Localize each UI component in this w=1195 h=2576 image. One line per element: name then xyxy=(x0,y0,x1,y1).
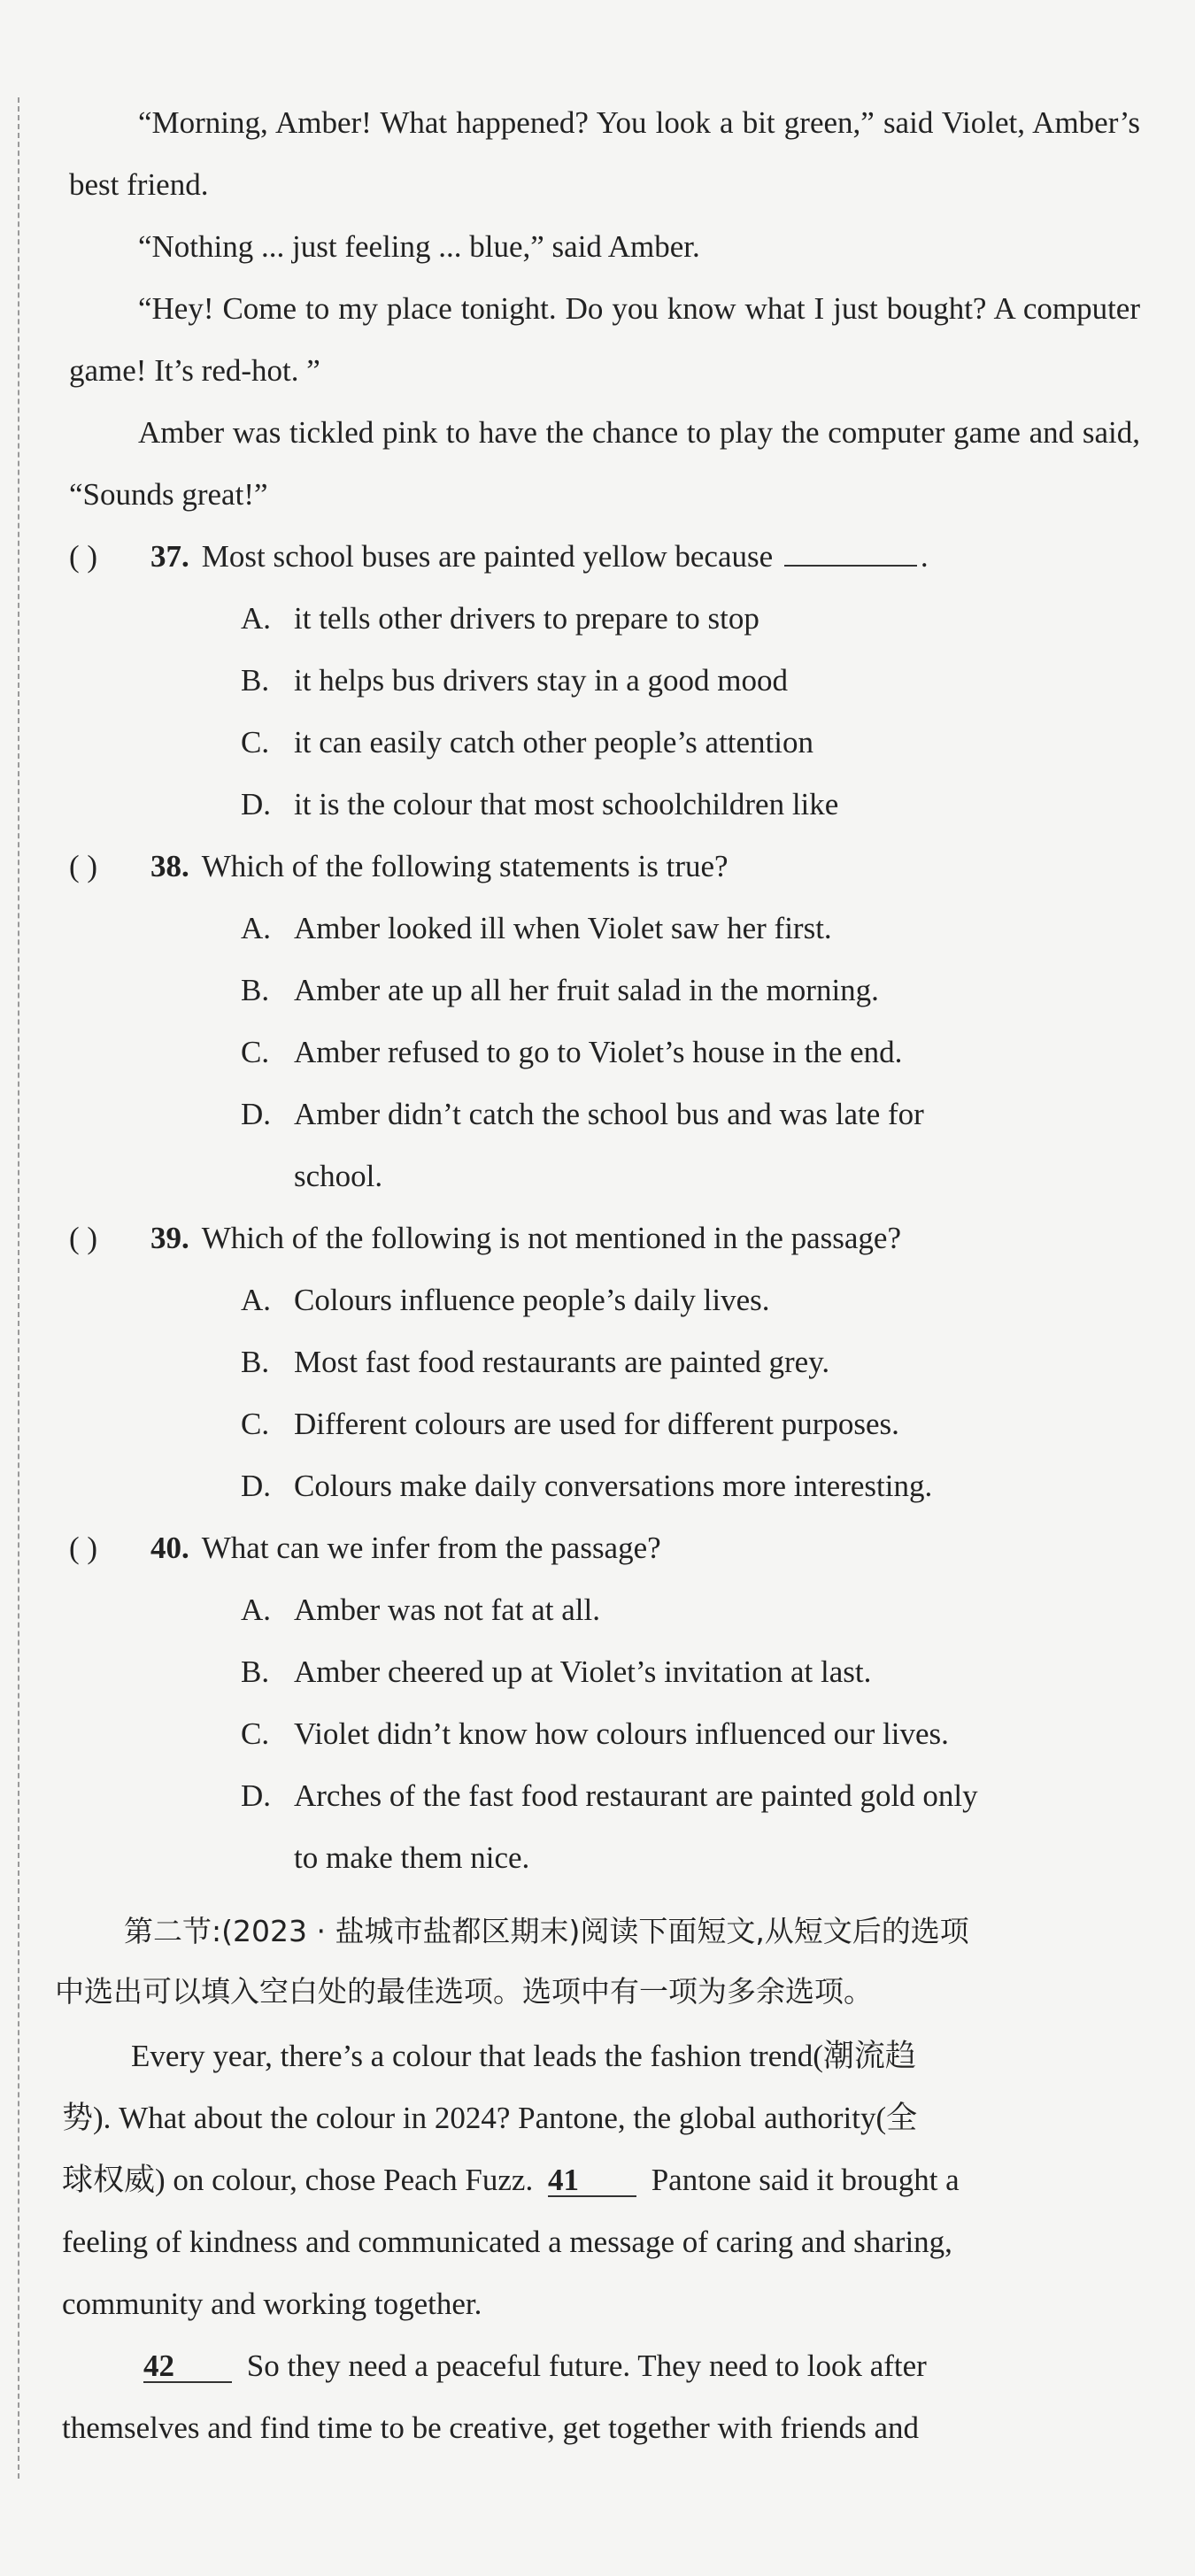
option-37-c[interactable] xyxy=(241,712,1135,774)
option-text: Arches of the fast food restaurant are painted gold only xyxy=(294,1778,978,1813)
option-text: it helps bus drivers stay in a good mood xyxy=(294,663,789,698)
answer-paren[interactable]: ( ) xyxy=(69,1221,98,1255)
question-number: 39. xyxy=(150,1221,189,1255)
passage2-line-1: Every year, there’s a colour that leads the fashion trend(潮流趋 xyxy=(131,2039,916,2073)
question-38 xyxy=(69,836,1149,898)
section-2-instruction-line-1: 第二节:(2023 · 盐城市盐都区期末)阅读下面短文,从短文后的选项 xyxy=(124,1914,969,1948)
option-40-d-continued: to make them nice. xyxy=(294,1840,530,1875)
option-40-c[interactable] xyxy=(241,1703,1135,1765)
question-stem: Which of the following is not mentioned in the passage? xyxy=(201,1221,901,1255)
passage2-line-6 xyxy=(62,2335,1142,2397)
option-text: it can easily catch other people’s attention xyxy=(294,725,814,760)
passage2-line-4: feeling of kindness and communicated a message of caring and sharing, xyxy=(62,2225,952,2259)
option-text: Most fast food restaurants are painted grey. xyxy=(294,1345,830,1379)
option-letter: A. xyxy=(241,601,272,636)
option-40-d[interactable] xyxy=(241,1765,1135,1827)
option-40-b[interactable] xyxy=(241,1641,1135,1703)
option-letter: B. xyxy=(241,1345,270,1379)
question-39 xyxy=(69,1207,1149,1269)
option-39-c[interactable] xyxy=(241,1393,1135,1455)
option-text: Violet didn’t know how colours influenced our lives. xyxy=(294,1716,949,1751)
blank-41[interactable]: 41 xyxy=(548,2165,636,2197)
option-letter: D. xyxy=(241,787,272,821)
question-37 xyxy=(69,526,1149,588)
option-39-d[interactable] xyxy=(241,1455,1135,1517)
question-tail: . xyxy=(920,539,929,574)
option-letter: C. xyxy=(241,1035,270,1069)
option-letter: B. xyxy=(241,663,270,698)
story-paragraph-1: “Morning, Amber! What happened? You look a bit green,” said Violet, Amber’s best friend. xyxy=(69,105,1140,202)
question-40 xyxy=(69,1517,1149,1579)
question-stem: Which of the following statements is true? xyxy=(201,849,729,883)
option-37-d[interactable] xyxy=(241,774,1135,836)
passage2-line-5: community and working together. xyxy=(62,2287,482,2321)
answer-paren[interactable]: ( ) xyxy=(69,849,98,883)
option-text: Amber cheered up at Violet’s invitation at last. xyxy=(294,1654,872,1689)
option-text: Colours influence people’s daily lives. xyxy=(294,1283,770,1317)
passage2-text: Pantone said it brought a xyxy=(651,2163,960,2197)
passage2-line-3 xyxy=(62,2149,1142,2211)
option-38-d[interactable] xyxy=(241,1084,1135,1145)
answer-blank xyxy=(784,538,917,567)
option-letter: D. xyxy=(241,1469,272,1503)
option-38-c[interactable] xyxy=(241,1022,1135,1084)
option-letter: C. xyxy=(241,725,270,760)
answer-paren[interactable]: ( ) xyxy=(69,539,98,574)
option-letter: C. xyxy=(241,1716,270,1751)
blank-42[interactable]: 42 xyxy=(143,2351,232,2383)
option-text: Amber refused to go to Violet’s house in the end. xyxy=(294,1035,903,1069)
story-paragraph-4: Amber was tickled pink to have the chance to play the computer game and said, “Sounds great!” xyxy=(69,415,1140,512)
option-38-a[interactable] xyxy=(241,898,1135,960)
option-39-b[interactable] xyxy=(241,1331,1135,1393)
passage2-text: So they need a peaceful future. They need to look after xyxy=(246,2348,927,2383)
option-letter: D. xyxy=(241,1097,272,1131)
story-paragraph-3: “Hey! Come to my place tonight. Do you know what I just bought? A computer game! It’s red-hot. ” xyxy=(69,291,1140,388)
story-paragraph-2: “Nothing ... just feeling ... blue,” said Amber. xyxy=(138,229,700,264)
option-37-b[interactable] xyxy=(241,650,1135,712)
question-number: 38. xyxy=(150,849,189,883)
passage2-line-2: 势). What about the colour in 2024? Pantone, the global authority(全 xyxy=(62,2101,918,2135)
option-39-a[interactable] xyxy=(241,1269,1135,1331)
option-letter: C. xyxy=(241,1407,270,1441)
option-text: Different colours are used for different purposes. xyxy=(294,1407,899,1441)
passage2-line-7: themselves and find time to be creative, get together with friends and xyxy=(62,2410,920,2445)
option-text: Amber didn’t catch the school bus and was late for xyxy=(294,1097,924,1131)
question-number: 40. xyxy=(150,1531,189,1565)
option-letter: A. xyxy=(241,1283,272,1317)
option-38-d-continued: school. xyxy=(294,1159,383,1193)
option-letter: B. xyxy=(241,973,270,1007)
question-stem: What can we infer from the passage? xyxy=(201,1531,661,1565)
section-2-instruction-line-2: 中选出可以填入空白处的最佳选项。选项中有一项为多余选项。 xyxy=(55,1974,873,2009)
option-letter: D. xyxy=(241,1778,272,1813)
answer-paren[interactable]: ( ) xyxy=(69,1531,98,1565)
option-text: Colours make daily conversations more interesting. xyxy=(294,1469,933,1503)
binding-margin-line xyxy=(18,97,19,2479)
option-letter: B. xyxy=(241,1654,270,1689)
option-40-a[interactable] xyxy=(241,1579,1135,1641)
passage2-text: 球权威) on colour, chose Peach Fuzz. xyxy=(62,2163,534,2197)
option-text: Amber looked ill when Violet saw her first. xyxy=(294,911,832,945)
question-stem: Most school buses are painted yellow because xyxy=(201,539,774,574)
option-letter: A. xyxy=(241,911,272,945)
option-text: it tells other drivers to prepare to stop xyxy=(294,601,759,636)
option-text: Amber ate up all her fruit salad in the morning. xyxy=(294,973,879,1007)
option-37-a[interactable] xyxy=(241,588,1135,650)
option-38-b[interactable] xyxy=(241,960,1135,1022)
question-number: 37. xyxy=(150,539,189,574)
option-text: Amber was not fat at all. xyxy=(294,1593,601,1627)
option-letter: A. xyxy=(241,1593,272,1627)
option-text: it is the colour that most schoolchildren like xyxy=(294,787,839,821)
